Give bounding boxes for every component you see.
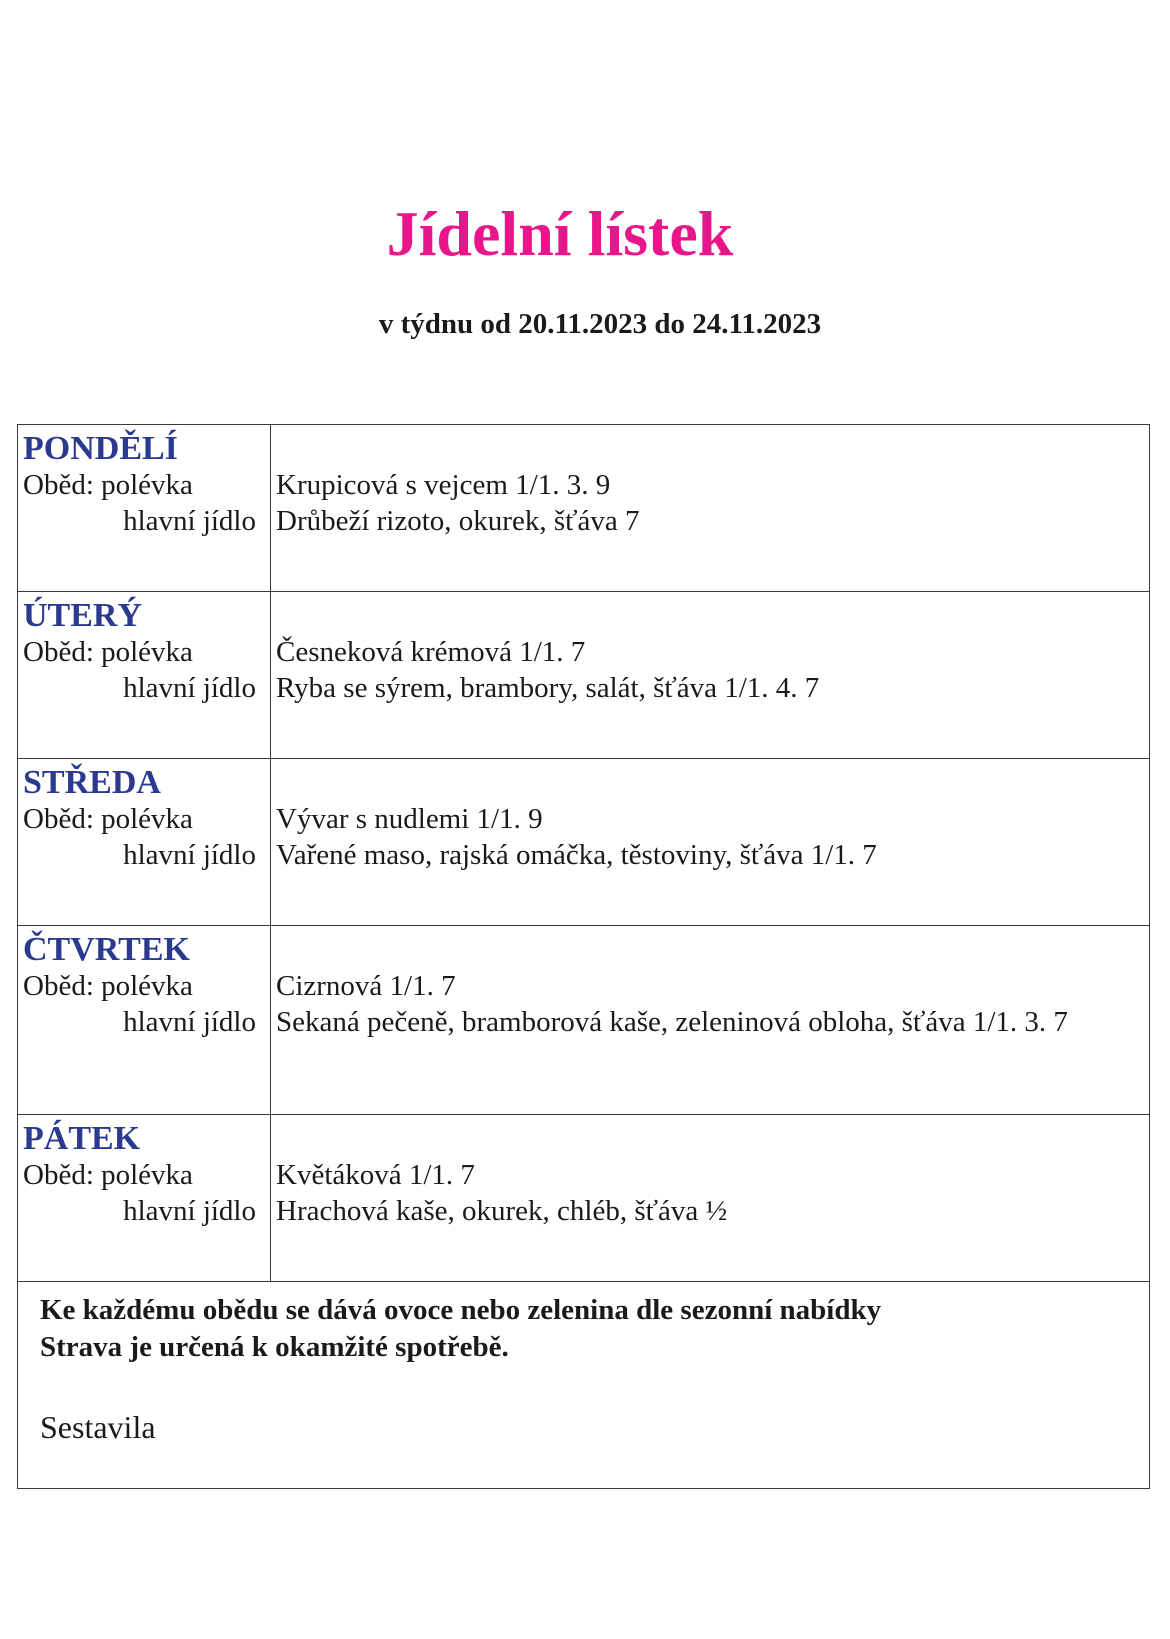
day-label-cell <box>18 926 271 1115</box>
soup-dish: Krupicová s vejcem 1/1. 3. 9 <box>276 469 611 501</box>
soup-label: Oběd: polévka <box>23 970 193 1002</box>
day-dishes-cell <box>271 592 1150 759</box>
day-dishes-cell <box>271 1115 1150 1282</box>
soup-label: Oběd: polévka <box>23 636 193 668</box>
soup-dish: Vývar s nudlemi 1/1. 9 <box>276 803 543 835</box>
footer-row <box>18 1282 1150 1489</box>
day-name: ÚTERÝ <box>23 597 143 634</box>
soup-label: Oběd: polévka <box>23 469 193 501</box>
day-row-monday <box>18 425 1150 592</box>
main-dish-label: hlavní jídlo <box>123 839 256 871</box>
day-label-cell <box>18 1115 271 1282</box>
soup-label: Oběd: polévka <box>23 803 193 835</box>
week-range: v týdnu od 20.11.2023 do 24.11.2023 <box>378 308 822 340</box>
day-name: STŘEDA <box>23 764 161 801</box>
main-dish: Hrachová kaše, okurek, chléb, šťáva ½ <box>276 1195 728 1227</box>
day-row-wednesday <box>18 759 1150 926</box>
day-name: PONDĚLÍ <box>23 430 178 467</box>
day-name: PÁTEK <box>23 1120 141 1157</box>
day-dishes-cell <box>271 926 1150 1115</box>
seasonal-note: Ke každému obědu se dává ovoce nebo zelenina dle sezonní nabídky <box>40 1294 882 1326</box>
consumption-note: Strava je určená k okamžité spotřebě. <box>40 1331 509 1363</box>
main-dish-label: hlavní jídlo <box>123 505 256 537</box>
soup-dish: Cizrnová 1/1. 7 <box>276 970 456 1002</box>
day-label-cell <box>18 592 271 759</box>
page-title: Jídelní lístek <box>386 198 734 269</box>
day-row-thursday <box>18 926 1150 1115</box>
day-name: ČTVRTEK <box>23 931 190 968</box>
main-dish: Drůbeží rizoto, okurek, šťáva 7 <box>276 505 640 537</box>
main-dish: Ryba se sýrem, brambory, salát, šťáva 1/1. 4. 7 <box>276 672 820 704</box>
main-dish-label: hlavní jídlo <box>123 672 256 704</box>
day-dishes-cell <box>271 425 1150 592</box>
day-row-friday <box>18 1115 1150 1282</box>
main-dish-label: hlavní jídlo <box>123 1006 256 1038</box>
menu-table <box>17 424 1150 1489</box>
main-dish: Sekaná pečeně, bramborová kaše, zeleninová obloha, šťáva 1/1. 3. 7 <box>276 1006 1068 1038</box>
soup-dish: Květáková 1/1. 7 <box>276 1159 475 1191</box>
soup-label: Oběd: polévka <box>23 1159 193 1191</box>
main-dish-label: hlavní jídlo <box>123 1195 256 1227</box>
footer-cell <box>18 1282 1150 1489</box>
signature-label: Sestavila <box>40 1409 156 1445</box>
day-label-cell <box>18 759 271 926</box>
main-dish: Vařené maso, rajská omáčka, těstoviny, šťáva 1/1. 7 <box>276 839 877 871</box>
day-row-tuesday <box>18 592 1150 759</box>
soup-dish: Česneková krémová 1/1. 7 <box>276 636 586 668</box>
day-dishes-cell <box>271 759 1150 926</box>
day-label-cell <box>18 425 271 592</box>
